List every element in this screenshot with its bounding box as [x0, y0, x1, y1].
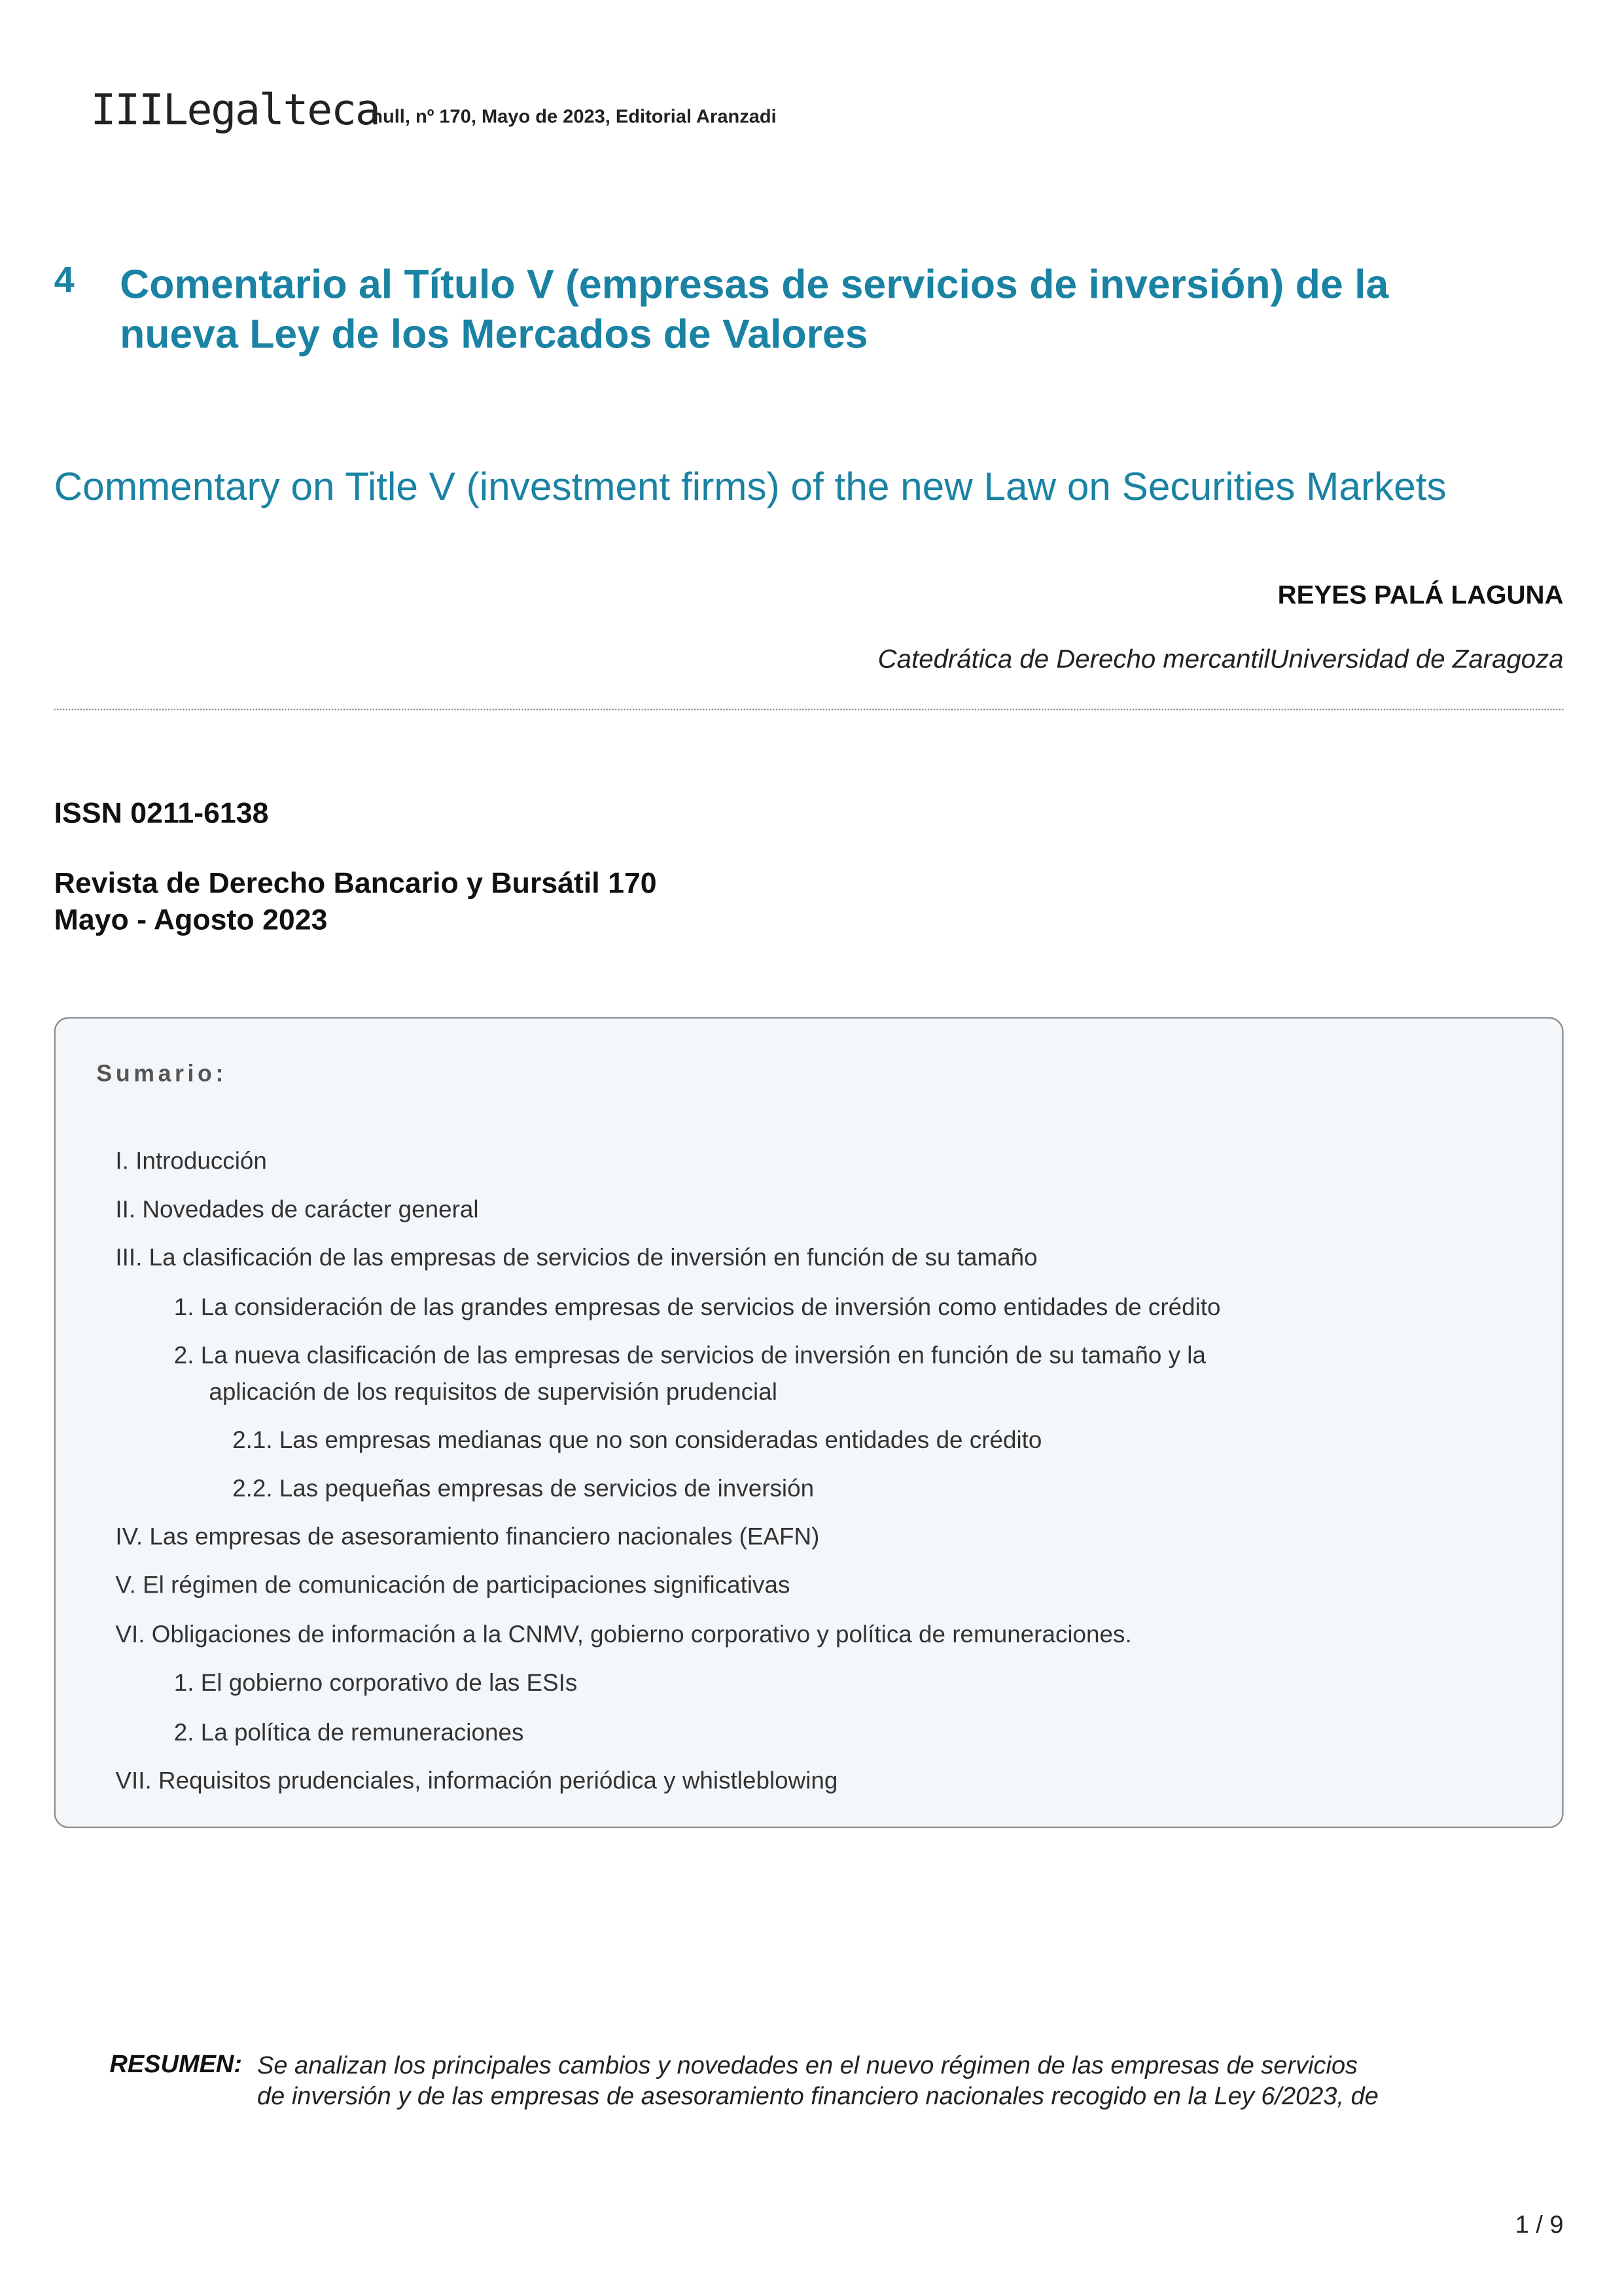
abstract-text [257, 2050, 1379, 2111]
summary-item[interactable]: 2. La nueva clasificación de las empresas de servicios de inversión en función de su tamaño y la [173, 1343, 1206, 1369]
article-subtitle-en: Commentary on Title V (investment firms) of the new Law on Securities Markets [54, 465, 1447, 509]
summary-item[interactable]: 1. El gobierno corporativo de las ESIs [173, 1670, 578, 1697]
journal-name: Revista de Derecho Bancario y Bursátil 170 [54, 868, 657, 900]
summary-item[interactable]: III. La clasificación de las empresas de servicios de inversión en función de su tamaño [115, 1245, 1038, 1271]
divider [54, 709, 1564, 710]
abstract-label: RESUMEN: [109, 2050, 242, 2078]
summary-item[interactable]: 2.1. Las empresas medianas que no son consideradas entidades de crédito [232, 1427, 1042, 1455]
title-line: nueva Ley de los Mercados de Valores [120, 311, 868, 357]
summary-item[interactable]: I. Introducción [115, 1148, 267, 1175]
author-name: REYES PALÁ LAGUNA [1277, 580, 1564, 610]
issn: ISSN 0211-6138 [54, 798, 269, 830]
abstract-line: Se analizan los principales cambios y novedades en el nuevo régimen de las empresas de servicios [257, 2051, 1358, 2079]
abstract-line: de inversión y de las empresas de asesoramiento financiero nacionales recogido en la Ley 6/2023, de [257, 2082, 1379, 2110]
publication-line: null, nº 170, Mayo de 2023, Editorial Aranzadi [371, 105, 777, 128]
summary-item[interactable]: V. El régimen de comunicación de participaciones significativas [115, 1572, 790, 1599]
summary-item[interactable]: VII. Requisitos prudenciales, información periódica y whistleblowing [115, 1768, 838, 1795]
journal-period: Mayo - Agosto 2023 [54, 904, 328, 937]
summary-item[interactable]: 2.2. Las pequeñas empresas de servicios de inversión [232, 1475, 815, 1502]
article-title [120, 260, 1523, 360]
author-affiliation: Catedrática de Derecho mercantilUniversidad de Zaragoza [877, 644, 1564, 674]
summary-heading: Sumario: [96, 1062, 227, 1087]
summary-item-continuation[interactable]: aplicación de los requisitos de supervisión prudencial [209, 1379, 777, 1406]
article-number: 4 [54, 260, 75, 302]
journal-info [54, 866, 657, 940]
summary-item[interactable]: IV. Las empresas de asesoramiento financiero nacionales (EAFN) [115, 1524, 820, 1551]
summary-item[interactable]: VI. Obligaciones de información a la CNMV, gobierno corporativo y política de remuneraciones. [115, 1621, 1132, 1649]
summary-item[interactable]: II. Novedades de carácter general [115, 1197, 479, 1224]
summary-item[interactable]: 2. La política de remuneraciones [173, 1720, 524, 1746]
summary-box [54, 1017, 1564, 1828]
summary-item[interactable]: 1. La consideración de las grandes empresas de servicios de inversión como entidades de crédito [173, 1294, 1221, 1321]
title-line: Comentario al Título V (empresas de servicios de inversión) de la [120, 261, 1389, 307]
legalteca-logo: IIILegalteca [90, 84, 379, 135]
page-number: 1 / 9 [1515, 2210, 1564, 2239]
